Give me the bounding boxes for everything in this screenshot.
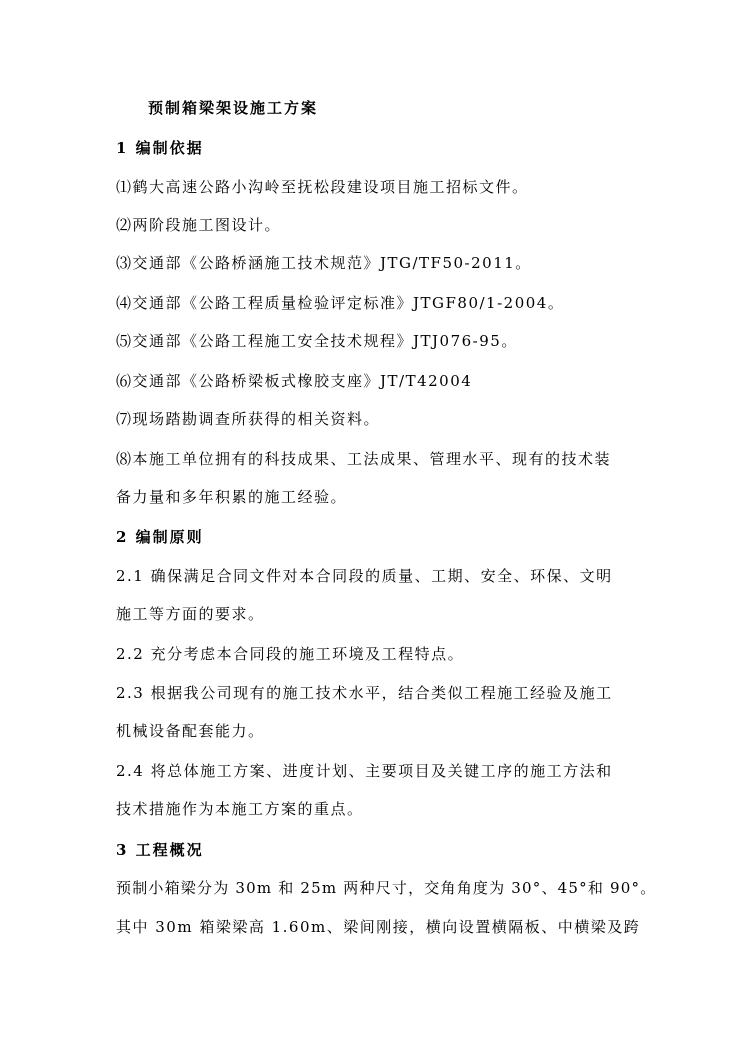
- section-3-paragraph-line-1: 预制小箱梁分为 30m 和 25m 两种尺寸，交角角度为 30°、45°和 90°。: [116, 879, 657, 897]
- section-2-item-1: 2.1 确保满足合同文件对本合同段的质量、工期、安全、环保、文明: [116, 567, 613, 585]
- section-2-item-4-cont: 技术措施作为本施工方案的重点。: [116, 800, 364, 818]
- section-3-heading: 3 工程概况: [116, 841, 204, 859]
- section-1-heading: 1 编制依据: [116, 139, 204, 157]
- section-2-item-1-cont: 施工等方面的要求。: [116, 605, 265, 623]
- section-2-item-4: 2.4 将总体施工方案、进度计划、主要项目及关键工序的施工方法和: [116, 762, 613, 780]
- section-1-item-5: ⑸交通部《公路工程施工安全技术规程》JTJ076-95。: [116, 332, 518, 350]
- document-title: 预制箱梁架设施工方案: [148, 99, 319, 117]
- section-1-item-8-cont: 备力量和多年积累的施工经验。: [116, 488, 348, 506]
- section-2-item-2: 2.2 充分考虑本合同段的施工环境及工程特点。: [116, 645, 465, 663]
- section-1-item-3: ⑶交通部《公路桥涵施工技术规范》JTG/TF50-2011。: [116, 254, 532, 272]
- section-1-item-7: ⑺现场踏勘调查所获得的相关资料。: [116, 410, 381, 428]
- section-1-item-4: ⑷交通部《公路工程质量检验评定标准》JTGF80/1-2004。: [116, 294, 565, 312]
- section-2-item-3: 2.3 根据我公司现有的施工技术水平，结合类似工程施工经验及施工: [116, 684, 613, 702]
- section-2-heading: 2 编制原则: [116, 528, 204, 546]
- section-3-paragraph-line-2: 其中 30m 箱梁梁高 1.60m、梁间刚接，横向设置横隔板、中横梁及跨: [116, 918, 641, 936]
- section-1-item-8: ⑻本施工单位拥有的科技成果、工法成果、管理水平、现有的技术装: [116, 450, 612, 468]
- section-1-item-6: ⑹交通部《公路桥梁板式橡胶支座》JT/T42004: [116, 372, 473, 390]
- section-2-item-3-cont: 机械设备配套能力。: [116, 722, 265, 740]
- section-1-item-1: ⑴鹤大高速公路小沟岭至抚松段建设项目施工招标文件。: [116, 178, 529, 196]
- section-1-item-2: ⑵两阶段施工图设计。: [116, 216, 282, 234]
